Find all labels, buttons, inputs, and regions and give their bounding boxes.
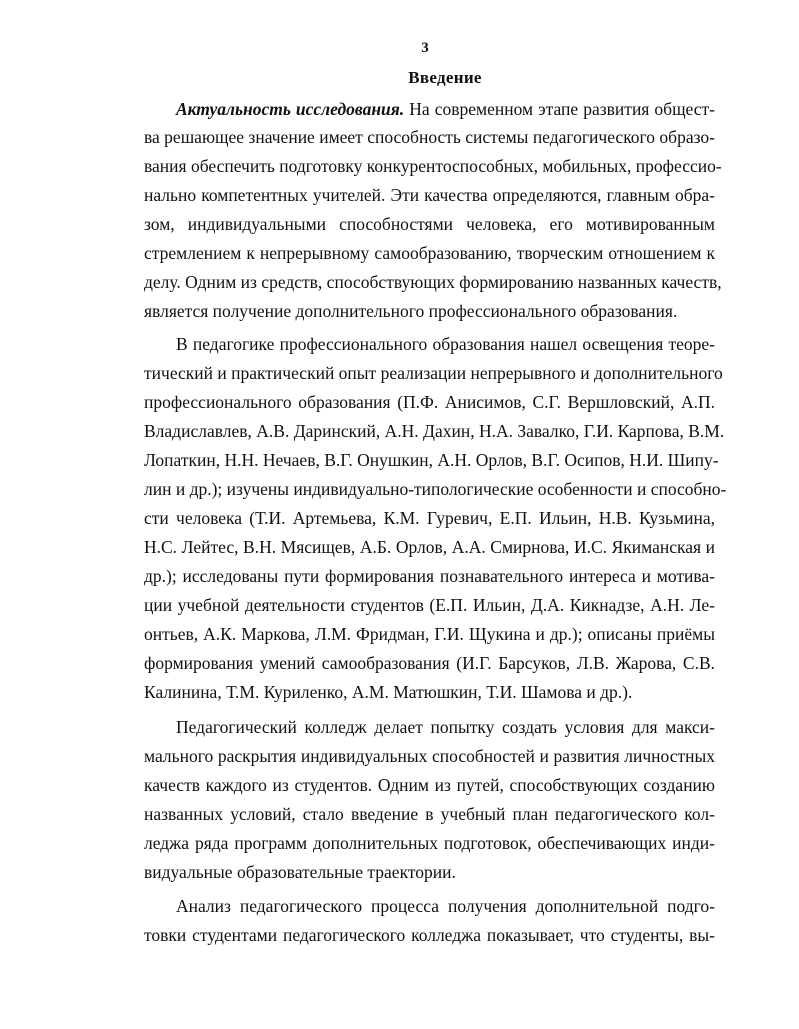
text-line-content: На современном этапе развития общест- xyxy=(404,99,715,119)
text-line: формирования умений самообразования (И.Г. Барсуков, Л.В. Жарова, С.В. xyxy=(144,653,715,673)
text-line: видуальные образовательные траектории. xyxy=(144,862,456,882)
text-line: онтьев, А.К. Маркова, Л.М. Фридман, Г.И. Щукина и др.); описаны приёмы xyxy=(144,624,715,644)
text-line: мального раскрытия индивидуальных способностей и развития личностных xyxy=(144,746,715,766)
text-line: лин и др.); изучены индивидуально-типологические особенности и способно- xyxy=(144,479,727,499)
text-line: сти человека (Т.И. Артемьева, К.М. Гуревич, Е.П. Ильин, Н.В. Кузьмина, xyxy=(144,508,715,528)
text-line: В педагогике профессионального образования нашел освещения теоре- xyxy=(176,334,715,354)
text-line: Владиславлев, А.В. Даринский, А.Н. Дахин, Н.А. Завалко, Г.И. Карпова, В.М. xyxy=(144,421,725,441)
text-line: ции учебной деятельности студентов (Е.П. Ильин, Д.А. Кикнадзе, А.Н. Ле- xyxy=(144,595,715,615)
text-line: товки студентами педагогического колледжа показывает, что студенты, вы- xyxy=(144,925,715,945)
text-line: профессионального образования (П.Ф. Анисимов, С.Г. Вершловский, А.П. xyxy=(144,392,715,412)
text-line xyxy=(176,98,715,120)
text-line: Н.С. Лейтес, В.Н. Мясищев, А.Б. Орлов, А.А. Смирнова, И.С. Якиманская и xyxy=(144,537,715,557)
text-line: является получение дополнительного профессионального образования. xyxy=(144,301,678,321)
text-line: ва решающее значение имеет способность системы педагогического образо- xyxy=(144,127,715,147)
section-heading: Введение xyxy=(408,68,482,87)
text-line: Лопаткин, Н.Н. Нечаев, В.Г. Онушкин, А.Н. Орлов, В.Г. Осипов, Н.И. Шипу- xyxy=(144,450,719,470)
text-line: тический и практический опыт реализации непрерывного и дополнительного xyxy=(144,363,723,383)
text-line: стремлением к непрерывному самообразованию, творческим отношением к xyxy=(144,243,715,263)
text-line: названных условий, стало введение в учебный план педагогического кол- xyxy=(144,804,715,824)
text-line: качеств каждого из студентов. Одним из путей, способствующих созданию xyxy=(144,775,715,795)
page-number: 3 xyxy=(421,40,429,56)
text-line: Анализ педагогического процесса получения дополнительной подго- xyxy=(176,896,715,916)
lead-phrase: Актуальность исследования. xyxy=(176,99,405,119)
text-line: вания обеспечить подготовку конкурентоспособных, мобильных, профессио- xyxy=(144,156,722,176)
text-line: др.); исследованы пути формирования познавательного интереса и мотива- xyxy=(144,566,715,586)
text-line: Калинина, Т.М. Куриленко, А.М. Матюшкин, Т.И. Шамова и др.). xyxy=(144,682,633,702)
text-line: нально компетентных учителей. Эти качества определяются, главным обра- xyxy=(144,185,715,205)
text-line: леджа ряда программ дополнительных подготовок, обеспечивающих инди- xyxy=(144,833,715,853)
text-line: зом, индивидуальными способностями человека, его мотивированным xyxy=(144,214,715,234)
text-line: делу. Одним из средств, способствующих формированию названных качеств, xyxy=(144,272,722,292)
text-line: Педагогический колледж делает попытку создать условия для макси- xyxy=(176,717,715,737)
